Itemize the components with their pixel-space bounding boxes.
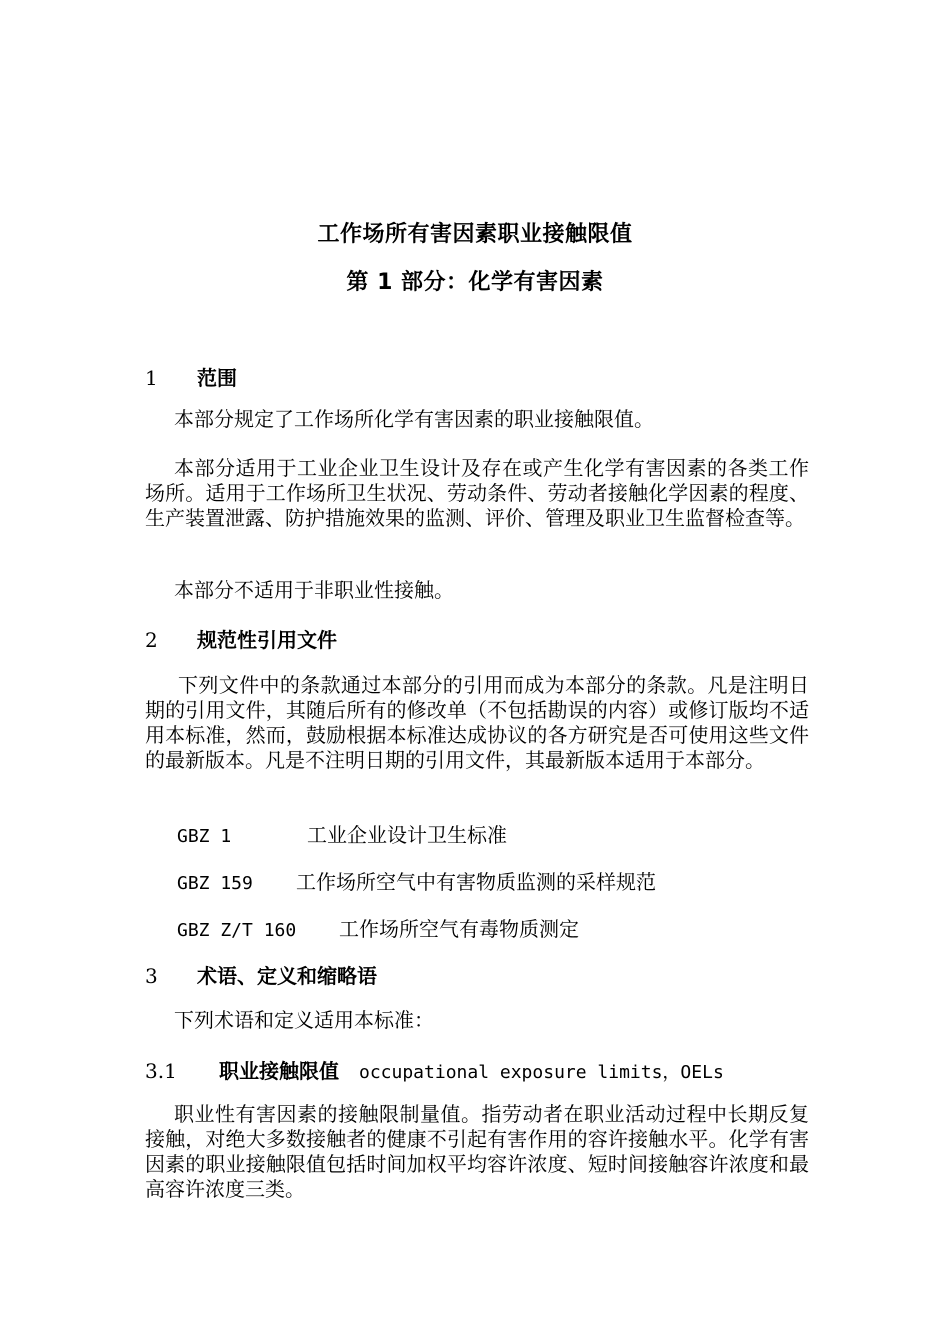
section-1-paragraph-1: 本部分规定了工作场所化学有害因素的职业接触限值。 (174, 407, 654, 431)
section-title: 术语、定义和缩略语 (197, 964, 377, 988)
document-subtitle: 第 1 部分：化学有害因素 (346, 270, 604, 295)
section-1-heading (145, 362, 237, 391)
reference-item (177, 913, 579, 942)
reference-code: GBZ 1 (177, 826, 232, 847)
reference-title: 工业企业设计卫生标准 (307, 823, 507, 847)
document-title: 工作场所有害因素职业接触限值 (317, 222, 633, 247)
section-1-paragraph-3: 本部分不适用于非职业性接触。 (174, 578, 454, 602)
section-title: 职业接触限值 (219, 1059, 339, 1083)
section-title: 范围 (197, 366, 237, 390)
section-3-heading (145, 960, 377, 989)
section-1-paragraph-2: 本部分适用于工业企业卫生设计及存在或产生化学有害因素的各类工作场所。适用于工作场所卫生状况、劳动条件、劳动者接触化学因素的程度、生产装置泄露、防护措施效果的监测、评价、管理及职业卫生监督检查等。 (145, 456, 809, 530)
reference-code: GBZ Z/T 160 (177, 920, 297, 941)
term-english: occupational exposure limits，OELs (359, 1062, 724, 1083)
reference-item (177, 819, 507, 848)
section-title: 规范性引用文件 (197, 628, 337, 652)
section-number: 2 (145, 628, 158, 652)
section-number: 1 (145, 366, 158, 390)
section-number: 3.1 (145, 1059, 177, 1083)
section-2-paragraph: 下列文件中的条款通过本部分的引用而成为本部分的条款。凡是注明日期的引用文件，其随后所有的修改单（不包括勘误的内容）或修订版均不适用本标准，然而，鼓励根据本标准达成协议的各方研究是否可使用这些文件的最新版本。凡是不注明日期的引用文件，其最新版本适用于本部分。 (145, 673, 809, 772)
section-2-heading (145, 624, 337, 653)
reference-title: 工作场所空气有毒物质测定 (339, 917, 579, 941)
section-3-paragraph: 下列术语和定义适用本标准： (174, 1008, 434, 1032)
reference-title: 工作场所空气中有害物质监测的采样规范 (296, 870, 656, 894)
reference-code: GBZ 159 (177, 873, 253, 894)
reference-item (177, 866, 656, 895)
section-3-1-paragraph: 职业性有害因素的接触限制量值。指劳动者在职业活动过程中长期反复接触，对绝大多数接触者的健康不引起有害作用的容许接触水平。化学有害因素的职业接触限值包括时间加权平均容许浓度、短时间接触容许浓度和最高容许浓度三类。 (145, 1102, 809, 1201)
section-number: 3 (145, 964, 158, 988)
section-3-1-heading (145, 1055, 724, 1084)
